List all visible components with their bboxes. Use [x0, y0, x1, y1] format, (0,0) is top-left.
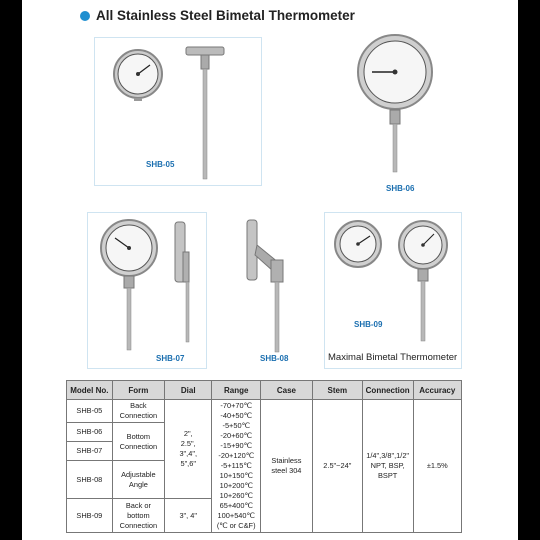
connection-cell: 1/4",3/8",1/2" NPT, BSP, BSPT	[362, 400, 413, 533]
form-cell: Bottom Connection	[112, 423, 164, 461]
col-header-case: Case	[260, 381, 312, 400]
case-cell: Stainless steel 304	[260, 400, 312, 533]
accuracy-cell: ±1.5%	[413, 400, 461, 533]
model-cell: SHB-09	[67, 499, 113, 533]
shb07-thermometer-image	[87, 212, 205, 367]
model-cell: SHB-07	[67, 442, 113, 461]
shb09-caption: Maximal Bimetal Thermometer	[328, 352, 458, 363]
dial-cell: 3", 4"	[165, 499, 212, 533]
shb06-label: SHB-06	[386, 184, 415, 193]
bullet-icon	[80, 11, 90, 21]
form-cell: Adjustable Angle	[112, 461, 164, 499]
col-header-connection: Connection	[362, 381, 413, 400]
table-header-row	[67, 381, 462, 400]
shb05-label: SHB-05	[146, 160, 175, 169]
col-header-form: Form	[112, 381, 164, 400]
range-cell: -70+70℃ -40+50℃ -5+50℃ -20+60℃ -15+90℃ -20+120℃ -5+115℃ 10+150℃ 10+200℃ 10+260℃ 65+400℃ 100+540℃ (℃ or C&F)	[212, 400, 261, 533]
col-header-stem: Stem	[312, 381, 362, 400]
model-cell: SHB-05	[67, 400, 113, 423]
shb05-thermometer-image	[94, 37, 260, 184]
model-cell: SHB-08	[67, 461, 113, 499]
stem-cell: 2.5"~24"	[312, 400, 362, 533]
dial-cell: 2", 2.5", 3",4", 5",6"	[165, 400, 212, 499]
shb08-thermometer-image	[237, 215, 317, 355]
model-cell: SHB-06	[67, 423, 113, 442]
form-cell: Back Connection	[112, 400, 164, 423]
col-header-dial: Dial	[165, 381, 212, 400]
page	[22, 0, 518, 540]
shb09-label: SHB-09	[354, 320, 383, 329]
col-header-model: Model No.	[67, 381, 113, 400]
form-cell: Back or bottom Connection	[112, 499, 164, 533]
heading-text: All Stainless Steel Bimetal Thermometer	[96, 8, 355, 23]
page-heading	[80, 8, 355, 23]
shb06-thermometer-image	[350, 32, 440, 177]
table-row	[67, 400, 462, 423]
spec-table	[66, 380, 462, 533]
shb09-thermometer-image	[324, 212, 460, 367]
shb07-label: SHB-07	[156, 354, 185, 363]
col-header-accuracy: Accuracy	[413, 381, 461, 400]
col-header-range: Range	[212, 381, 261, 400]
shb08-label: SHB-08	[260, 354, 289, 363]
